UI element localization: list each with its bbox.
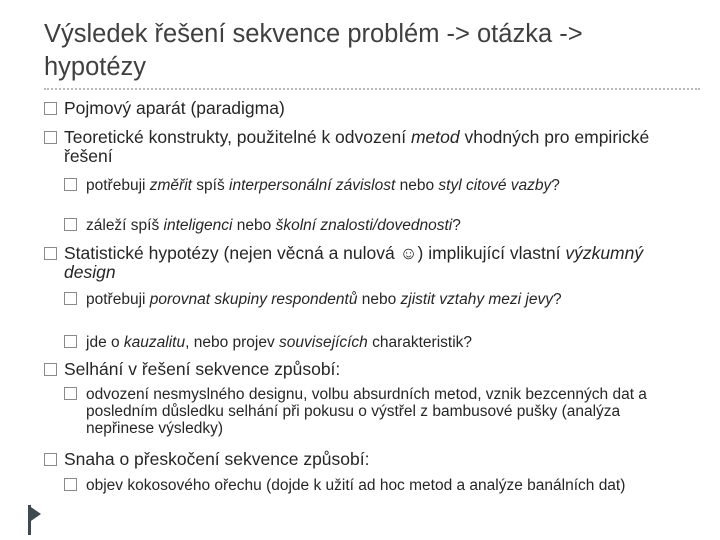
bullet-text	[44, 244, 694, 282]
text-run-italic: změřit	[149, 177, 192, 194]
bullet-text: objev kokosového ořechu (dojde k užití ad hoc metod a analýze banálních dat)	[86, 477, 626, 494]
text-run-italic: zjistit vztahy mezi jevy	[400, 291, 553, 308]
text-run: ?	[452, 217, 461, 234]
bullet-text: odvození nesmyslného designu, volbu absurdních metod, vznik bezcenných dat a posledním důsledku selhání při pokusu o výstřel z bambusové pušky (analýza nepřinese výsledky)	[86, 386, 647, 437]
bullet-text: Snaha o přeskočení sekvence způsobí:	[64, 449, 370, 469]
smiley-icon: ☺	[399, 243, 418, 263]
text-run: spíš	[191, 177, 230, 194]
text-run: záleží spíš	[86, 217, 164, 234]
subbullet-compare-groups	[64, 291, 684, 308]
square-bullet-icon	[64, 178, 77, 191]
text-run: ) implikující vlastní	[417, 243, 566, 263]
text-run-italic: kauzalitu	[123, 334, 186, 351]
slide-title: Výsledek řešení sekvence problém -> otázka -> hypotézy	[44, 20, 583, 81]
text-run-italic: školní znalosti/dovednosti	[275, 217, 453, 234]
subbullet-intelligence	[64, 217, 684, 234]
text-run-italic: souvisejících	[279, 334, 368, 351]
bullet-constructs	[44, 128, 694, 166]
bullet-text	[44, 128, 694, 166]
square-bullet-icon	[44, 247, 57, 260]
square-bullet-icon	[44, 453, 57, 466]
play-arrow-icon	[28, 505, 41, 523]
subbullet-causality	[64, 334, 684, 351]
text-run: jde o	[86, 334, 124, 351]
square-bullet-icon	[44, 363, 57, 376]
text-run-italic: inteligenci	[163, 217, 233, 234]
text-run: nebo	[395, 177, 439, 194]
text-run: nebo	[232, 217, 276, 234]
bullet-skip-sequence	[44, 450, 694, 469]
text-run: charakteristik?	[367, 334, 473, 351]
text-run: nebo	[357, 291, 401, 308]
text-run-italic: metod	[410, 127, 460, 147]
text-run: Statistické hypotézy (nejen věcná a nulová	[64, 243, 400, 263]
bullet-statistical-hypotheses	[44, 244, 694, 282]
square-bullet-icon	[64, 478, 77, 491]
square-bullet-icon	[44, 131, 57, 144]
bullet-text	[64, 177, 684, 194]
subbullet-coconut	[64, 477, 684, 494]
text-run: , nebo projev	[185, 334, 280, 351]
bullet-failure	[44, 360, 694, 379]
text-run-italic: interpersonální závislost	[229, 177, 396, 194]
bullet-text: Pojmový aparát (paradigma)	[64, 98, 285, 118]
bullet-text: Selhání v řešení sekvence způsobí:	[64, 359, 341, 379]
text-run-italic: styl citové vazby	[438, 177, 552, 194]
subbullet-failure-consequence	[64, 386, 684, 437]
title-divider	[44, 88, 700, 90]
square-bullet-icon	[44, 102, 57, 115]
bullet-text	[64, 291, 684, 308]
text-run: potřebuji	[86, 177, 150, 194]
text-run: Teoretické konstrukty, použitelné k odvození	[64, 127, 411, 147]
subbullet-measure	[64, 177, 684, 194]
bullet-text	[64, 217, 684, 234]
square-bullet-icon	[64, 335, 77, 348]
text-run-italic: porovnat skupiny respondentů	[149, 291, 358, 308]
text-run: ?	[551, 177, 560, 194]
text-run-italic: výzkumný design	[64, 243, 644, 282]
text-run: vhodných pro empirické řešení	[64, 127, 650, 166]
bullet-text	[64, 334, 684, 351]
text-run: ?	[553, 291, 562, 308]
text-run: potřebuji	[86, 291, 150, 308]
square-bullet-icon	[64, 387, 77, 400]
bullet-paradigm	[44, 99, 694, 118]
square-bullet-icon	[64, 292, 77, 305]
square-bullet-icon	[64, 218, 77, 231]
